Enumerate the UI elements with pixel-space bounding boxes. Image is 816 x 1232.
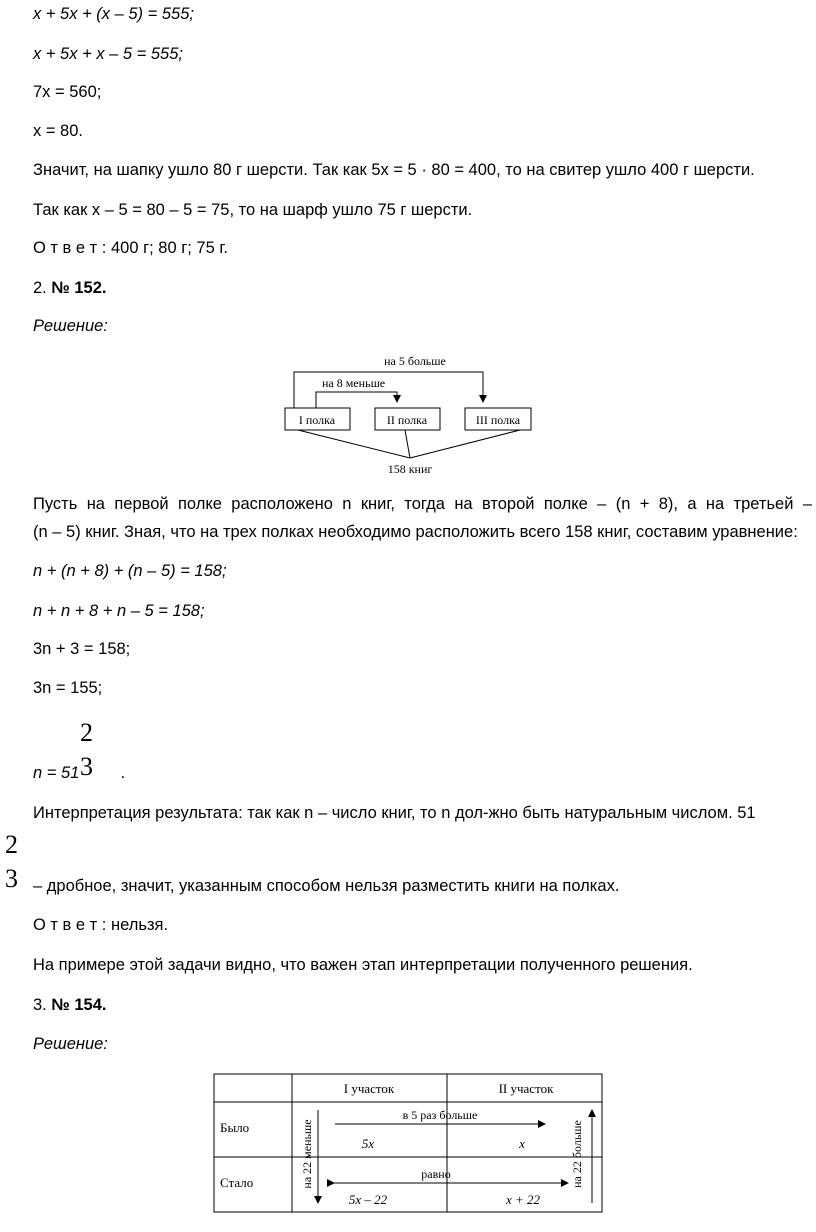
task-heading [33,995,106,1015]
fraction-numerator: 2 [5,830,18,859]
paragraph: Пусть на первой полке расположено n книг, тогда на второй полке – (n + 8), а на третьей – [33,495,812,513]
row-header-2: Стало [220,1175,254,1190]
equation-line: x + 5x + x – 5 = 555; [33,45,183,63]
plots-table [210,1070,606,1216]
equation-line: x + 5x + (x – 5) = 555; [33,5,194,23]
task-number: 2. [33,279,47,297]
fraction-numerator: 2 [80,718,93,747]
shelf-label-3: III полка [475,413,521,427]
paragraph: (n – 5) книг. Зная, что на трех полках необходимо расположить всего 158 книг, составим уравнение: [33,523,798,541]
equation-line: 3n = 155; [33,679,103,697]
task-number: 3. [33,996,47,1014]
equation-line: 7x = 560; [33,83,102,101]
fraction-denominator: 3 [5,864,18,893]
task-label: № 154. [51,996,107,1014]
shelf-label-1: I полка [298,413,336,427]
paragraph: – дробное, значит, указанным способом нельзя разместить книги на полках. [33,877,620,895]
paragraph: Так как x – 5 = 80 – 5 = 75, то на шарф ушло 75 г шерсти. [33,201,473,219]
col-header-1: I участок [343,1081,395,1096]
equation-line: n + n + 8 + n – 5 = 158; [33,602,205,620]
paragraph: Значит, на шапку ушло 80 г шерсти. Так как 5x = 5 · 80 = 400, то на свитер ушло 400 г шерсти. [33,161,755,179]
brace-line-3 [410,430,520,458]
answer: О т в е т : 400 г; 80 г; 75 г. [33,239,228,257]
fraction-denominator: 3 [80,752,93,781]
answer: О т в е т : нельзя. [33,916,169,934]
top-arrow-label: в 5 раз больше [402,1108,478,1122]
solution-label: Решение: [33,317,108,335]
equation-line: 3n + 3 = 158; [33,640,131,658]
row-header-1: Было [220,1120,250,1135]
solution-label: Решение: [33,1035,108,1053]
brace-line-1 [298,430,410,458]
equation-line: x = 80. [33,122,83,140]
value-5x-minus-22: 5x – 22 [348,1192,388,1207]
task-label: № 152. [51,279,107,297]
shelf-label-2: II полка [386,413,428,427]
value-x-plus-22: x + 22 [505,1192,541,1207]
mid-label: на 8 меньше [322,376,386,390]
right-vertical-label: на 22 больше [570,1120,584,1188]
equal-label: равно [421,1167,451,1181]
task-heading [33,278,106,298]
col-header-2: II участок [498,1081,554,1096]
equation-prefix: n = 51 [33,764,80,782]
value-x: x [519,1136,525,1151]
equation-line: n + (n + 8) + (n – 5) = 158; [33,562,227,580]
brace-line-2 [405,430,410,458]
equation-suffix: . [120,764,126,782]
paragraph: На примере этой задачи видно, что важен этап интерпретации полученного решения. [33,956,693,974]
shelves-diagram [280,350,550,480]
value-5x: 5x [361,1136,375,1151]
paragraph: Интерпретация результата: так как n – число книг, то n дол-жно быть натуральным числом. 51 [33,804,756,822]
top-label: на 5 больше [384,354,446,368]
left-vertical-label: на 22 меньше [300,1119,314,1189]
mid-connector [316,392,397,408]
bottom-label: 158 книг [387,462,433,476]
